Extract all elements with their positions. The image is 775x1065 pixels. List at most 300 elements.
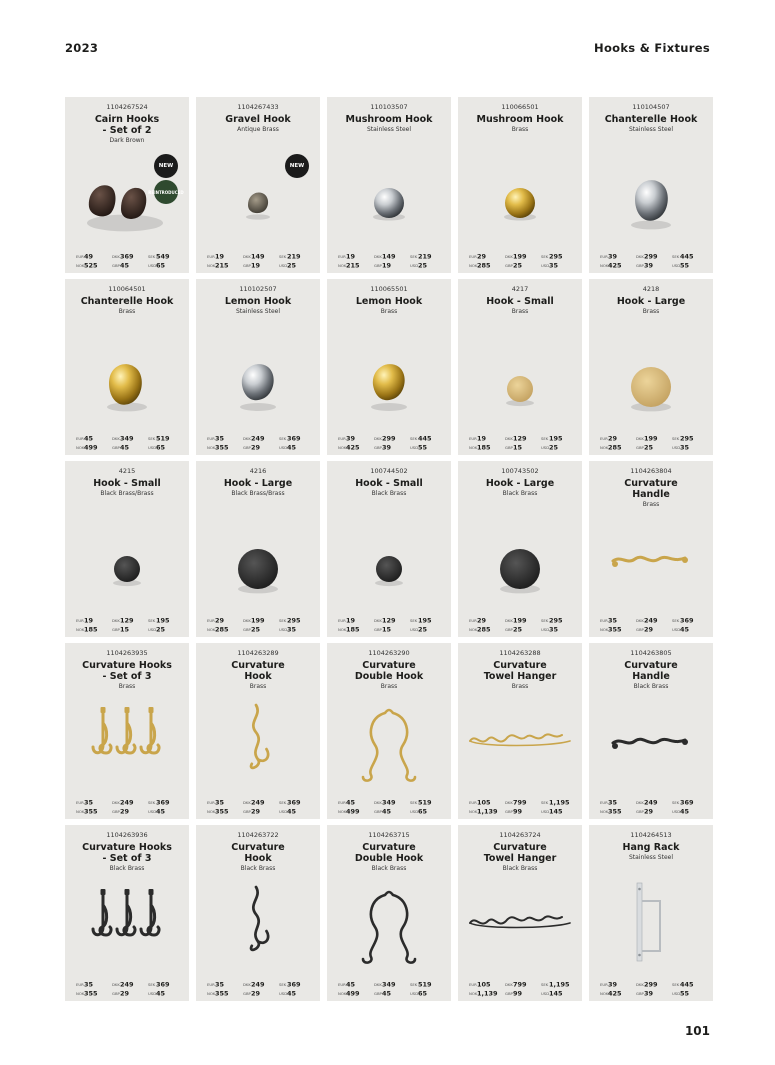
price-value: 425 [608, 261, 622, 270]
price-nok [76, 434, 98, 455]
product-card [458, 643, 582, 819]
price-nok [469, 798, 498, 819]
currency-label: DKK [636, 618, 644, 623]
product-image [589, 145, 713, 243]
price-value: 445 [418, 434, 432, 443]
price-table [600, 610, 706, 634]
product-card [65, 643, 189, 819]
price-nok [207, 252, 229, 273]
price-value: 19 [477, 434, 487, 443]
price-value: 35 [215, 980, 225, 989]
currency-label: USD [541, 445, 550, 450]
price-value: 445 [680, 252, 694, 261]
currency-label: NOK [76, 991, 85, 996]
product-sku: 110102507 [239, 285, 277, 293]
currency-label: USD [672, 263, 681, 268]
currency-label: USD [541, 627, 550, 632]
price-value: 29 [644, 807, 654, 816]
product-finish: Stainless Steel [628, 126, 674, 133]
currency-label: GBP [374, 809, 382, 814]
price-value: 799 [513, 980, 527, 989]
product-finish: Black Brass/Brass [231, 490, 285, 497]
product-image [327, 873, 451, 971]
price-usd [279, 437, 296, 455]
currency-label: EUR [76, 436, 84, 441]
product-badge: NEW [154, 154, 178, 178]
product-image [589, 509, 713, 607]
price-value: 299 [644, 980, 658, 989]
price-nok [76, 252, 98, 273]
page-number: 101 [684, 1024, 710, 1038]
currency-label: NOK [600, 263, 609, 268]
currency-label: SEK [672, 982, 680, 987]
currency-label: GBP [374, 991, 382, 996]
price-nok [338, 980, 360, 1001]
price-value: 45 [156, 807, 166, 816]
currency-label: EUR [600, 618, 608, 623]
price-value: 355 [215, 807, 229, 816]
currency-label: DKK [636, 982, 644, 987]
price-value: 19 [251, 261, 261, 270]
product-finish: Brass [249, 683, 267, 690]
price-value: 185 [346, 625, 360, 634]
price-nok [207, 980, 229, 1001]
product-finish: Black Brass [502, 490, 538, 497]
price-table [469, 974, 575, 998]
price-table [600, 246, 706, 270]
product-finish: Dark Brown [109, 137, 145, 144]
product-finish: Antique Brass [237, 126, 279, 133]
price-gbp [243, 437, 260, 455]
price-usd [148, 801, 165, 819]
currency-label: SEK [410, 436, 418, 441]
product-card [589, 97, 713, 273]
product-finish: Brass [380, 683, 398, 690]
price-value: 369 [156, 980, 170, 989]
product-image [327, 327, 451, 425]
product-name: Chanterelle Hook [80, 296, 174, 307]
currency-label: GBP [243, 809, 251, 814]
price-value: 195 [418, 616, 432, 625]
product-sku: 1104267433 [237, 103, 279, 111]
currency-label: SEK [148, 436, 156, 441]
product-card [65, 825, 189, 1001]
currency-label: EUR [338, 800, 346, 805]
price-table [207, 974, 313, 998]
price-value: 249 [120, 980, 134, 989]
product-card [196, 825, 320, 1001]
currency-label: DKK [505, 254, 513, 259]
price-value: 285 [477, 261, 491, 270]
product-sku: 110066501 [501, 103, 539, 111]
currency-label: USD [672, 809, 681, 814]
product-card [65, 279, 189, 455]
price-value: 35 [608, 616, 618, 625]
currency-label: DKK [374, 982, 382, 987]
currency-label: EUR [469, 800, 477, 805]
price-value: 45 [287, 807, 297, 816]
price-nok [600, 252, 622, 273]
price-table [207, 610, 313, 634]
price-value: 199 [513, 252, 527, 261]
price-table [600, 974, 706, 998]
product-card [589, 279, 713, 455]
product-sku: 1104263805 [630, 649, 672, 657]
price-usd [541, 619, 558, 637]
price-value: 15 [513, 443, 523, 452]
price-value: 1,139 [477, 989, 498, 998]
product-image [458, 145, 582, 243]
price-value: 799 [513, 798, 527, 807]
price-value: 39 [644, 261, 654, 270]
currency-label: USD [672, 445, 681, 450]
currency-label: NOK [207, 263, 216, 268]
product-card [196, 97, 320, 273]
product-name: Hang Rack [622, 842, 680, 853]
price-gbp [636, 801, 653, 819]
currency-label: DKK [112, 436, 120, 441]
price-value: 249 [644, 616, 658, 625]
price-usd [672, 983, 689, 1001]
product-name: Curvature Double Hook [354, 842, 424, 864]
product-image [589, 327, 713, 425]
currency-label: SEK [541, 254, 549, 259]
price-value: 35 [84, 980, 94, 989]
price-value: 25 [644, 443, 654, 452]
product-name: Mushroom Hook [476, 114, 564, 125]
currency-label: GBP [636, 445, 644, 450]
currency-label: SEK [541, 436, 549, 441]
price-nok [600, 616, 622, 637]
price-gbp [112, 801, 129, 819]
product-card [196, 643, 320, 819]
price-value: 295 [680, 434, 694, 443]
price-gbp [112, 437, 129, 455]
product-name: Curvature Double Hook [354, 660, 424, 682]
currency-label: NOK [469, 263, 478, 268]
price-value: 425 [608, 989, 622, 998]
product-name: Cairn Hooks - Set of 2 [94, 114, 160, 136]
price-nok [600, 434, 622, 455]
currency-label: DKK [374, 254, 382, 259]
currency-label: USD [410, 263, 419, 268]
price-value: 145 [549, 807, 563, 816]
product-sku: 1104263290 [368, 649, 410, 657]
price-table [469, 246, 575, 270]
currency-label: NOK [338, 263, 347, 268]
price-value: 19 [382, 261, 392, 270]
currency-label: DKK [243, 982, 251, 987]
price-usd [410, 255, 427, 273]
currency-label: DKK [636, 436, 644, 441]
price-usd [541, 437, 558, 455]
price-value: 519 [156, 434, 170, 443]
price-value: 99 [513, 807, 523, 816]
price-usd [410, 983, 427, 1001]
price-table [76, 610, 182, 634]
product-sku: 110065501 [370, 285, 408, 293]
price-value: 65 [156, 443, 166, 452]
currency-label: DKK [243, 618, 251, 623]
product-card [589, 825, 713, 1001]
product-finish: Black Brass [109, 865, 145, 872]
price-value: 29 [608, 434, 618, 443]
price-value: 105 [477, 798, 491, 807]
price-value: 129 [513, 434, 527, 443]
price-table [338, 792, 444, 816]
currency-label: DKK [112, 982, 120, 987]
price-value: 45 [680, 807, 690, 816]
currency-label: GBP [112, 445, 120, 450]
product-image [458, 509, 582, 607]
currency-label: USD [279, 809, 288, 814]
price-value: 65 [418, 807, 428, 816]
product-name: Hook - Small [355, 478, 423, 489]
price-value: 1,195 [549, 798, 570, 807]
price-value: 199 [513, 616, 527, 625]
currency-label: SEK [541, 618, 549, 623]
price-value: 425 [346, 443, 360, 452]
price-value: 45 [287, 443, 297, 452]
currency-label: SEK [279, 254, 287, 259]
product-sku: 4218 [642, 285, 660, 293]
currency-label: DKK [243, 436, 251, 441]
catalog-year: 2023 [65, 41, 99, 55]
price-value: 105 [477, 980, 491, 989]
product-card [458, 825, 582, 1001]
currency-label: DKK [112, 254, 120, 259]
price-usd [672, 255, 689, 273]
currency-label: EUR [207, 254, 215, 259]
price-table [76, 974, 182, 998]
price-usd [410, 437, 427, 455]
product-finish: Stainless Steel [628, 854, 674, 861]
product-name: Curvature Hooks - Set of 3 [82, 660, 172, 682]
price-value: 285 [608, 443, 622, 452]
price-gbp [374, 255, 391, 273]
product-finish: Brass [511, 683, 529, 690]
product-sku: 110064501 [108, 285, 146, 293]
price-value: 25 [287, 261, 297, 270]
currency-label: GBP [505, 809, 513, 814]
product-name: Curvature Handle [624, 478, 678, 500]
currency-label: NOK [338, 627, 347, 632]
price-gbp [112, 983, 129, 1001]
product-finish: Brass [511, 126, 529, 133]
product-finish: Black Brass [633, 683, 669, 690]
currency-label: SEK [279, 982, 287, 987]
product-finish: Black Brass [502, 865, 538, 872]
currency-label: SEK [410, 982, 418, 987]
price-value: 19 [215, 252, 225, 261]
price-nok [76, 980, 98, 1001]
product-image [327, 509, 451, 607]
currency-label: EUR [207, 982, 215, 987]
currency-label: EUR [76, 254, 84, 259]
currency-label: EUR [207, 436, 215, 441]
product-finish: Stainless Steel [366, 126, 412, 133]
currency-label: EUR [469, 436, 477, 441]
price-gbp [374, 983, 391, 1001]
price-value: 15 [382, 625, 392, 634]
price-nok [76, 616, 98, 637]
price-value: 349 [382, 798, 396, 807]
currency-label: SEK [410, 800, 418, 805]
price-value: 129 [120, 616, 134, 625]
product-image [65, 691, 189, 789]
currency-label: USD [148, 809, 157, 814]
price-nok [600, 798, 622, 819]
price-value: 55 [680, 261, 690, 270]
product-card [458, 461, 582, 637]
product-card [458, 279, 582, 455]
price-value: 49 [84, 252, 94, 261]
price-usd [541, 255, 558, 273]
price-gbp [636, 255, 653, 273]
product-sku: 1104264513 [630, 831, 672, 839]
price-gbp [374, 437, 391, 455]
currency-label: SEK [410, 618, 418, 623]
product-card [589, 461, 713, 637]
price-nok [207, 434, 229, 455]
price-gbp [243, 983, 260, 1001]
price-value: 29 [120, 989, 130, 998]
price-table [600, 428, 706, 452]
price-nok [76, 798, 98, 819]
price-value: 195 [549, 434, 563, 443]
currency-label: EUR [207, 800, 215, 805]
currency-label: USD [541, 809, 550, 814]
price-usd [279, 801, 296, 819]
currency-label: NOK [207, 627, 216, 632]
price-value: 355 [215, 443, 229, 452]
price-table [207, 428, 313, 452]
product-sku: 1104263715 [368, 831, 410, 839]
currency-label: EUR [76, 618, 84, 623]
price-value: 25 [156, 625, 166, 634]
product-finish: Brass [118, 308, 136, 315]
price-table [600, 792, 706, 816]
currency-label: USD [410, 809, 419, 814]
currency-label: USD [279, 445, 288, 450]
currency-label: EUR [600, 800, 608, 805]
price-table [469, 792, 575, 816]
product-card [327, 279, 451, 455]
price-value: 249 [251, 434, 265, 443]
price-gbp [243, 255, 260, 273]
product-name: Lemon Hook [355, 296, 423, 307]
currency-label: DKK [374, 436, 382, 441]
price-value: 39 [644, 989, 654, 998]
product-name: Hook - Small [93, 478, 161, 489]
currency-label: USD [672, 991, 681, 996]
currency-label: NOK [469, 627, 478, 632]
price-usd [279, 983, 296, 1001]
price-value: 29 [251, 807, 261, 816]
price-value: 65 [156, 261, 166, 270]
price-value: 45 [84, 434, 94, 443]
product-finish: Brass [642, 501, 660, 508]
price-value: 445 [680, 980, 694, 989]
price-value: 25 [418, 625, 428, 634]
currency-label: NOK [76, 445, 85, 450]
price-value: 369 [680, 616, 694, 625]
currency-label: NOK [600, 627, 609, 632]
product-image [65, 509, 189, 607]
product-image [196, 873, 320, 971]
price-value: 39 [382, 443, 392, 452]
price-value: 295 [287, 616, 301, 625]
price-value: 219 [287, 252, 301, 261]
price-gbp [505, 619, 522, 637]
product-sku: 110103507 [370, 103, 408, 111]
product-grid [65, 97, 713, 1001]
price-value: 295 [549, 252, 563, 261]
price-value: 299 [644, 252, 658, 261]
price-value: 369 [120, 252, 134, 261]
currency-label: DKK [505, 800, 513, 805]
price-value: 549 [156, 252, 170, 261]
currency-label: NOK [600, 991, 609, 996]
product-finish: Brass [118, 683, 136, 690]
price-nok [338, 616, 360, 637]
price-value: 249 [251, 980, 265, 989]
product-sku: 1104263804 [630, 467, 672, 475]
price-nok [207, 798, 229, 819]
price-value: 185 [84, 625, 98, 634]
product-card [458, 97, 582, 273]
product-card [327, 643, 451, 819]
currency-label: SEK [279, 618, 287, 623]
currency-label: USD [410, 991, 419, 996]
price-value: 499 [346, 989, 360, 998]
price-nok [338, 434, 360, 455]
currency-label: NOK [600, 445, 609, 450]
currency-label: GBP [505, 263, 513, 268]
product-image [589, 873, 713, 971]
price-table [207, 246, 313, 270]
product-finish: Brass [511, 308, 529, 315]
product-sku: 4215 [118, 467, 136, 475]
price-value: 149 [382, 252, 396, 261]
product-card [327, 825, 451, 1001]
price-value: 35 [215, 434, 225, 443]
currency-label: NOK [469, 445, 478, 450]
price-gbp [505, 255, 522, 273]
product-image [65, 327, 189, 425]
price-value: 25 [549, 443, 559, 452]
price-usd [279, 255, 296, 273]
price-value: 45 [120, 261, 130, 270]
price-usd [672, 801, 689, 819]
price-value: 285 [477, 625, 491, 634]
currency-label: SEK [148, 618, 156, 623]
currency-label: GBP [243, 991, 251, 996]
product-name: Lemon Hook [224, 296, 292, 307]
price-usd [279, 619, 296, 637]
product-name: Hook - Small [486, 296, 554, 307]
price-value: 39 [608, 252, 618, 261]
price-value: 35 [287, 625, 297, 634]
price-value: 39 [608, 980, 618, 989]
price-value: 215 [215, 261, 229, 270]
price-value: 45 [287, 989, 297, 998]
currency-label: DKK [243, 254, 251, 259]
product-card [327, 97, 451, 273]
product-finish: Black Brass [240, 865, 276, 872]
price-value: 149 [251, 252, 265, 261]
currency-label: GBP [112, 263, 120, 268]
